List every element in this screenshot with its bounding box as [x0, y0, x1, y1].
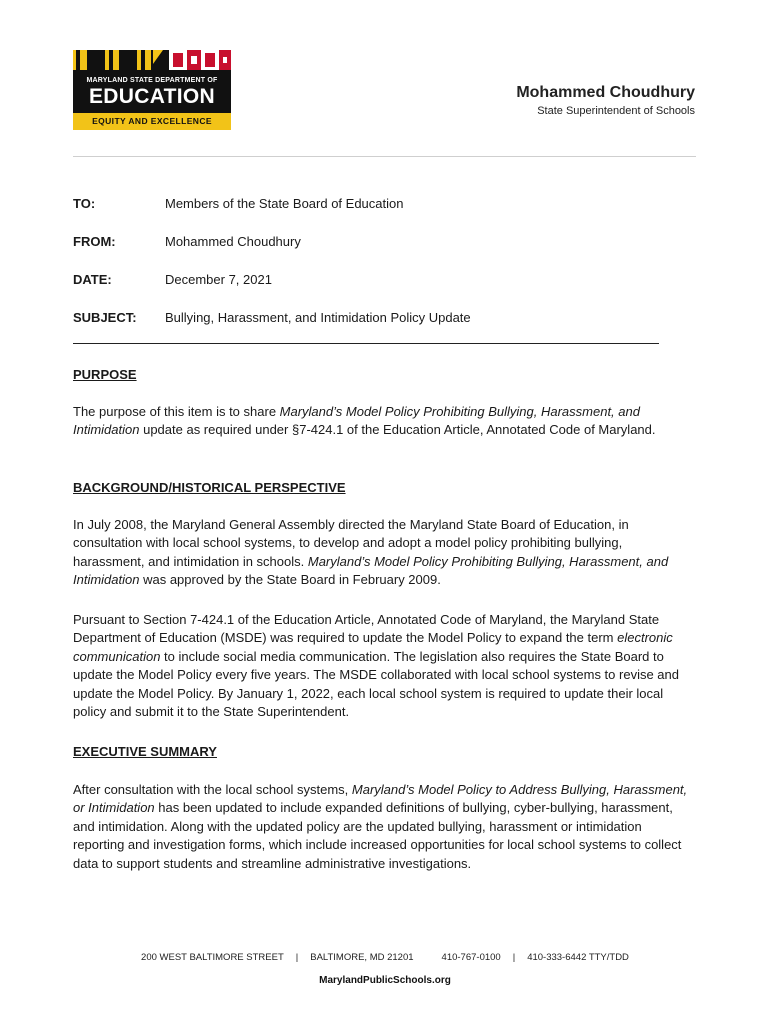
logo-band: [73, 113, 231, 130]
background-paragraph-1: [73, 516, 693, 590]
memo-divider: [73, 343, 659, 344]
background-p1-policy-title: Maryland’s Model Policy Prohibiting Bullying, Harassment, and Intimidation: [73, 553, 669, 588]
purpose-text-b: update as required under §7-424.1 of the Education Article, Annotated Code of Maryland.: [139, 422, 656, 438]
background-paragraph-2: [73, 611, 693, 721]
background-p2-text-b: to include social media communication. The legislation also requires the State Board to update the Model Policy every five years. The MSDE collaborated with local school systems to revise and update the Model Policy. By January 1, 2022, each local school system is required to update their local policy and submit it to the State Superintendent.: [73, 648, 679, 720]
logo-line1: MARYLAND STATE DEPARTMENT OF: [86, 77, 218, 84]
memo-subject-value: Bullying, Harassment, and Intimidation Policy Update: [165, 310, 471, 325]
footer-contact: [0, 952, 770, 963]
purpose-policy-title: Maryland’s Model Policy Prohibiting Bullying, Harassment, and Intimidation: [73, 404, 640, 438]
memo-date-label: DATE:: [73, 272, 112, 287]
footer-tty: 410-333-6442 TTY/TDD: [527, 952, 629, 963]
executive-text-a: After consultation with the local school systems,: [73, 782, 352, 797]
memo-to-label: TO:: [73, 196, 96, 211]
background-p1-text-a: In July 2008, the Maryland General Assembly directed the Maryland State Board of Education, in consultation with local school systems, to develop and adopt a model policy prohibiting bullying, harassment, and intimidation in schools.: [73, 517, 629, 569]
purpose-text-a: The purpose of this item is to share: [73, 404, 280, 419]
background-heading: BACKGROUND/HISTORICAL PERSPECTIVE: [73, 480, 346, 495]
footer-city: BALTIMORE, MD 21201: [310, 952, 414, 963]
logo-line3: EQUITY AND EXCELLENCE: [92, 116, 212, 126]
superintendent-title: State Superintendent of Schools: [537, 105, 695, 117]
footer-phone: 410-767-0100: [441, 952, 501, 963]
footer-separator-1: |: [295, 952, 299, 963]
memo-to-value: Members of the State Board of Education: [165, 196, 404, 211]
maryland-flag-icon: [73, 50, 231, 70]
background-p2-term: electronic communication: [73, 630, 673, 664]
footer-address: 200 WEST BALTIMORE STREET: [141, 952, 284, 963]
executive-heading: EXECUTIVE SUMMARY: [73, 744, 217, 759]
executive-policy-title: Maryland’s Model Policy to Address Bullying, Harassment, or Intimidation: [73, 782, 688, 816]
logo-line2: EDUCATION: [89, 85, 215, 108]
memo-from-value: Mohammed Choudhury: [165, 234, 301, 249]
background-p2-text-a: Pursuant to Section 7-424.1 of the Education Article, Annotated Code of Maryland, the Maryland State Department of Education (MSDE) was required to update the Model Policy to expand the term: [73, 612, 660, 646]
purpose-paragraph: [73, 403, 693, 440]
footer-website-link[interactable]: MarylandPublicSchools.org: [319, 975, 451, 986]
executive-paragraph: [73, 781, 693, 873]
header-divider: [73, 156, 696, 157]
footer-separator-2: |: [512, 952, 516, 963]
purpose-heading: PURPOSE: [73, 367, 137, 382]
memo-from-label: FROM:: [73, 234, 116, 249]
memo-date-value: December 7, 2021: [165, 272, 272, 287]
msde-logo: [73, 50, 231, 130]
memo-subject-label: SUBJECT:: [73, 310, 137, 325]
executive-text-b: has been updated to include expanded definitions of bullying, cyber-bullying, harassment, and intimidation. Along with the updated policy are the updated bullying, harassment or intimidation reporting and investigation forms, which include increased opportunities for local school systems to collect data to support students and streamline administrative investigations.: [73, 800, 682, 871]
superintendent-name: Mohammed Choudhury: [516, 84, 695, 101]
background-p1-text-b: was approved by the State Board in February 2009.: [139, 572, 441, 588]
